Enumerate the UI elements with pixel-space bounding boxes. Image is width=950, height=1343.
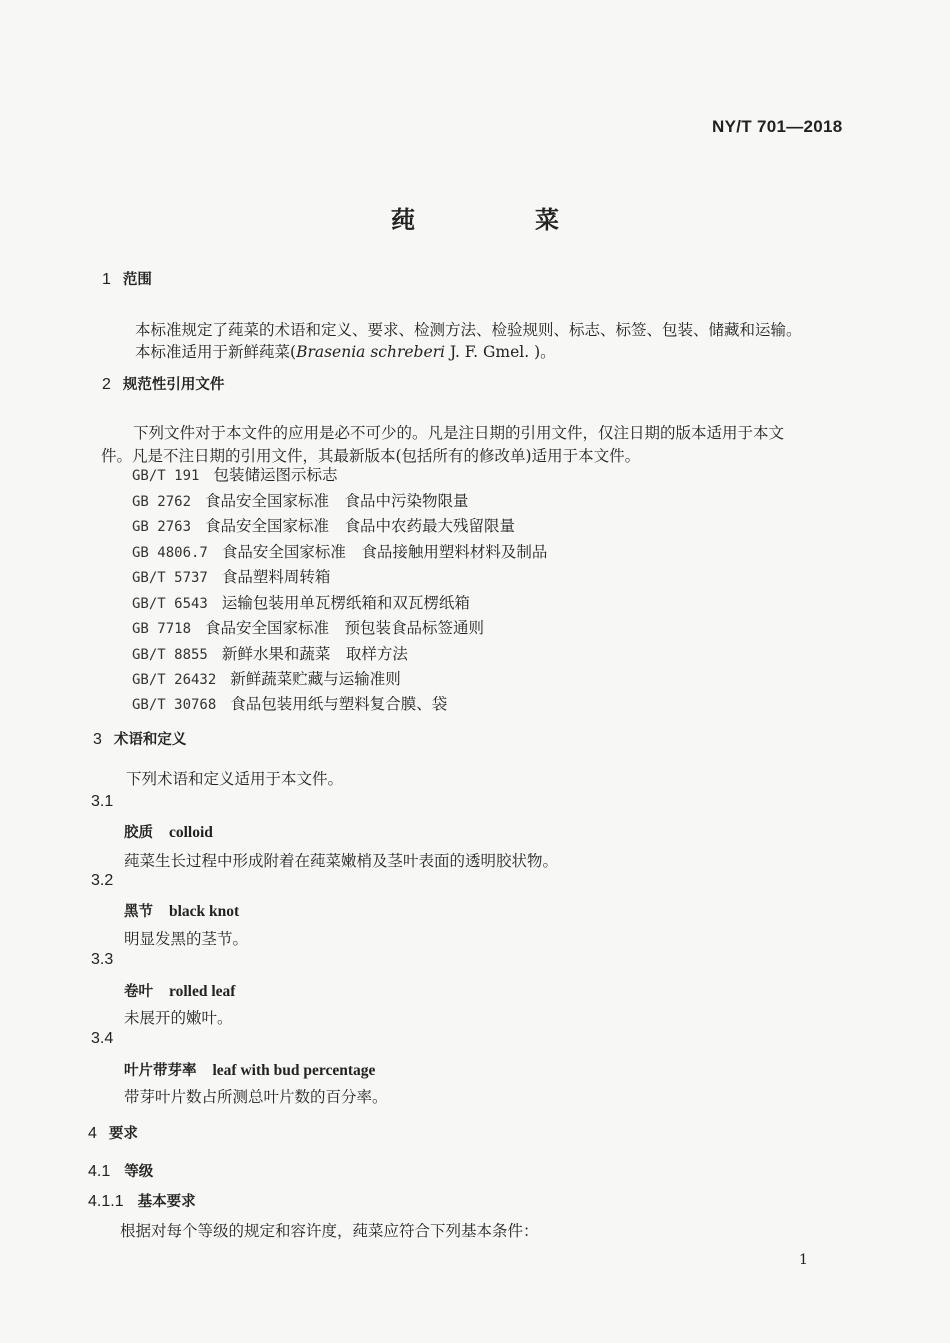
subsection-title: 基本要求 bbox=[137, 1194, 196, 1210]
section-3-heading bbox=[93, 728, 186, 749]
reference-title: 食品塑料周转箱 bbox=[221, 568, 331, 586]
term-en: rolled leaf bbox=[169, 983, 236, 1000]
term-definition: 未展开的嫩叶。 bbox=[124, 1009, 233, 1027]
text-span: J. F. Gmel. )。 bbox=[445, 343, 556, 361]
term-heading bbox=[124, 980, 235, 1001]
section-title: 规范性引用文件 bbox=[122, 377, 225, 393]
reference-item bbox=[132, 667, 401, 689]
section-number: 3 bbox=[93, 731, 102, 748]
reference-code: GB/T 6543 bbox=[132, 596, 208, 612]
reference-code: GB 4806.7 bbox=[132, 545, 208, 561]
paragraph-line: 下列文件对于本文件的应用是必不可少的。凡是注日期的引用文件，仅注日期的版本适用于本文 bbox=[133, 424, 785, 442]
section-4-heading bbox=[88, 1122, 138, 1143]
term-zh: 叶片带芽率 bbox=[124, 1063, 197, 1079]
section-number: 1 bbox=[102, 271, 111, 288]
subsubsection-heading bbox=[88, 1190, 196, 1211]
section-number: 2 bbox=[102, 376, 111, 393]
reference-item bbox=[132, 463, 337, 485]
reference-item bbox=[132, 616, 484, 638]
term-number: 3.4 bbox=[91, 1030, 114, 1047]
term-zh: 黑节 bbox=[124, 904, 153, 920]
term-definition: 带芽叶片数占所测总叶片数的百分率。 bbox=[124, 1088, 388, 1106]
text-span: 本标准适用于新鲜莼菜( bbox=[135, 343, 297, 361]
reference-item bbox=[132, 591, 470, 613]
term-number: 3.1 bbox=[91, 793, 114, 810]
page-number: 1 bbox=[799, 1252, 808, 1268]
reference-code: GB 7718 bbox=[132, 621, 192, 637]
standard-number: NY/T 701—2018 bbox=[712, 117, 843, 136]
term-definition: 莼菜生长过程中形成附着在莼菜嫩梢及茎叶表面的透明胶状物。 bbox=[124, 852, 559, 870]
reference-title: 食品安全国家标准 食品中污染物限量 bbox=[205, 492, 469, 510]
reference-title: 新鲜蔬菜贮藏与运输准则 bbox=[230, 670, 401, 688]
reference-title: 食品包装用纸与塑料复合膜、袋 bbox=[230, 695, 448, 713]
reference-title: 食品安全国家标准 预包装食品标签通则 bbox=[205, 619, 485, 637]
term-number: 3.3 bbox=[91, 951, 114, 968]
term-zh: 胶质 bbox=[124, 825, 153, 841]
term-en: colloid bbox=[169, 824, 213, 841]
paragraph: 下列术语和定义适用于本文件。 bbox=[126, 770, 344, 788]
paragraph bbox=[135, 340, 556, 362]
reference-code: GB 2763 bbox=[132, 519, 192, 535]
subsection-number: 4.1 bbox=[88, 1163, 111, 1180]
term-heading bbox=[124, 900, 239, 921]
reference-item bbox=[132, 565, 330, 587]
reference-code: GB/T 26432 bbox=[132, 672, 217, 688]
term-definition: 明显发黑的茎节。 bbox=[124, 930, 249, 948]
subsection-title: 等级 bbox=[124, 1164, 154, 1180]
reference-code: GB/T 191 bbox=[132, 468, 200, 484]
reference-item bbox=[132, 540, 547, 562]
reference-title: 食品安全国家标准 食品中农药最大残留限量 bbox=[205, 517, 516, 535]
reference-item bbox=[132, 514, 515, 536]
section-1-heading bbox=[102, 268, 152, 289]
reference-item bbox=[132, 692, 447, 714]
latin-name: Brasenia schreberi bbox=[296, 343, 446, 361]
paragraph-line: 件。凡是不注日期的引用文件，其最新版本(包括所有的修改单)适用于本文件。 bbox=[101, 447, 641, 465]
reference-item bbox=[132, 489, 469, 511]
term-heading bbox=[124, 821, 213, 842]
subsection-heading bbox=[88, 1160, 153, 1181]
subsection-number: 4.1.1 bbox=[88, 1193, 124, 1210]
reference-title: 包装储运图示标志 bbox=[213, 466, 338, 484]
section-2-heading bbox=[102, 373, 224, 394]
section-number: 4 bbox=[88, 1125, 97, 1142]
term-number: 3.2 bbox=[91, 872, 114, 889]
reference-title: 运输包装用单瓦楞纸箱和双瓦楞纸箱 bbox=[221, 594, 470, 612]
reference-code: GB/T 8855 bbox=[132, 647, 208, 663]
section-title: 术语和定义 bbox=[113, 732, 187, 748]
term-en: leaf with bud percentage bbox=[212, 1062, 376, 1079]
reference-item bbox=[132, 642, 408, 664]
paragraph: 根据对每个等级的规定和容许度，莼菜应符合下列基本条件： bbox=[120, 1222, 539, 1240]
reference-code: GB/T 30768 bbox=[132, 697, 217, 713]
paragraph: 本标准规定了莼菜的术语和定义、要求、检测方法、检验规则、标志、标签、包装、储藏和运输。 bbox=[135, 321, 802, 339]
reference-code: GB/T 5737 bbox=[132, 570, 208, 586]
section-title: 要求 bbox=[108, 1126, 138, 1142]
reference-title: 食品安全国家标准 食品接触用塑料材料及制品 bbox=[221, 543, 548, 561]
term-en: black knot bbox=[169, 903, 240, 920]
reference-code: GB 2762 bbox=[132, 494, 192, 510]
term-heading bbox=[124, 1059, 375, 1080]
section-title: 范围 bbox=[122, 272, 152, 288]
reference-title: 新鲜水果和蔬菜 取样方法 bbox=[221, 645, 408, 663]
document-title: 莼 菜 bbox=[391, 205, 607, 234]
term-zh: 卷叶 bbox=[124, 984, 153, 1000]
